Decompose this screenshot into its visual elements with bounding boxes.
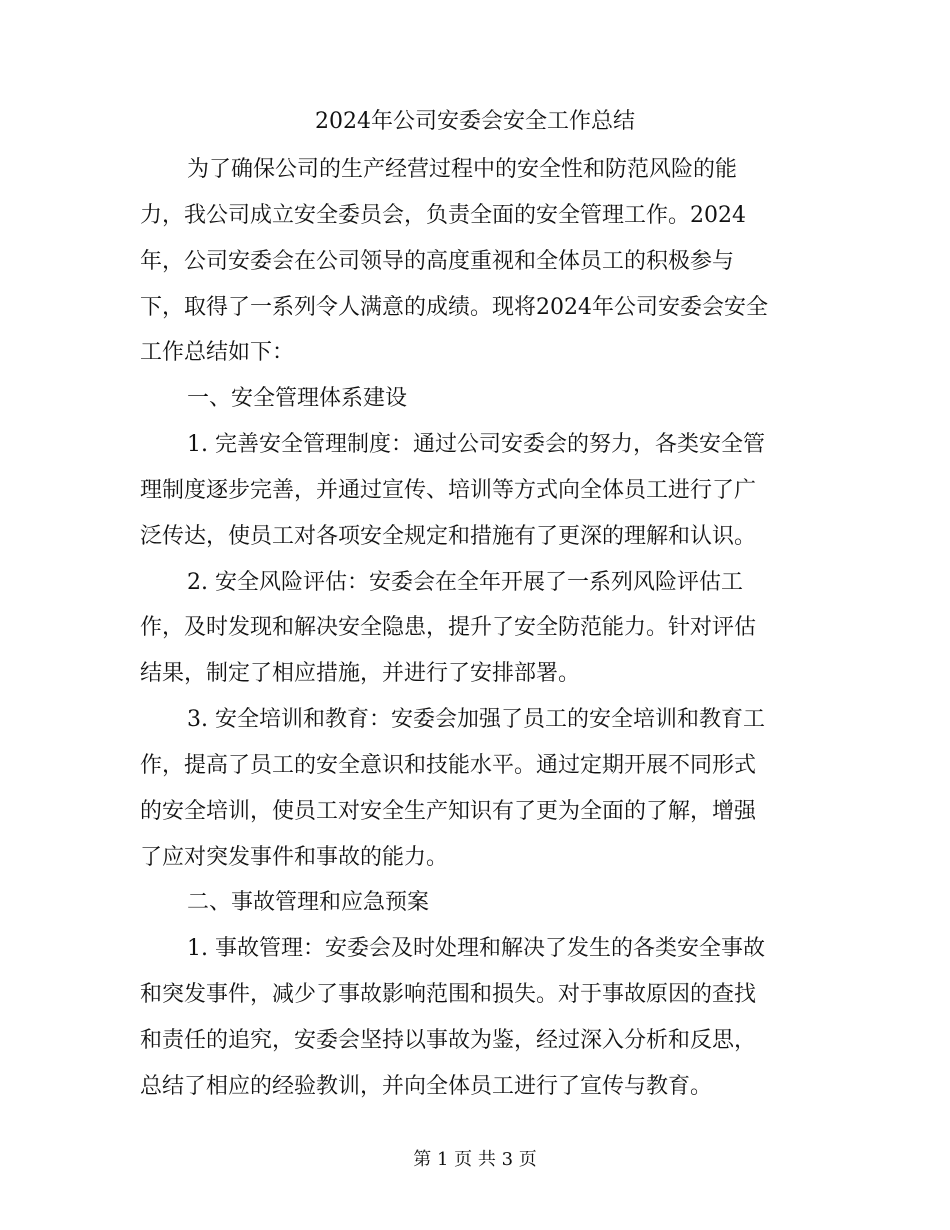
page-number-footer: 第 1 页 共 3 页 <box>413 1149 537 1170</box>
paragraph-line: 泛传达，使员工对各项安全规定和措施有了更深的理解和认识。 <box>140 524 757 549</box>
paragraph-line: 作，提高了员工的安全意识和技能水平。通过定期开展不同形式 <box>140 753 757 778</box>
paragraph-line: 2. 安全风险评估：安委会在全年开展了一系列风险评估工 <box>187 570 743 595</box>
paragraph-line: 和责任的追究，安委会坚持以事故为鉴，经过深入分析和反思， <box>140 1028 757 1053</box>
paragraph-line: 理制度逐步完善，并通过宣传、培训等方式向全体员工进行了广 <box>140 478 757 503</box>
paragraph-line: 和突发事件，减少了事故影响范围和损失。对于事故原因的查找 <box>140 982 757 1007</box>
paragraph-line: 的安全培训，使员工对安全生产知识有了更为全面的了解，增强 <box>140 799 757 824</box>
paragraph-line: 年，公司安委会在公司领导的高度重视和全体员工的积极参与 <box>140 249 735 274</box>
paragraph-line: 总结了相应的经验教训，并向全体员工进行了宣传与教育。 <box>140 1074 713 1099</box>
paragraph-line: 1. 完善安全管理制度：通过公司安委会的努力，各类安全管 <box>187 432 765 457</box>
paragraph-line: 为了确保公司的生产经营过程中的安全性和防范风险的能 <box>187 157 738 182</box>
paragraph-line: 3. 安全培训和教育：安委会加强了员工的安全培训和教育工 <box>187 707 765 732</box>
paragraph-line: 力，我公司成立安全委员会，负责全面的安全管理工作。2024 <box>140 203 746 228</box>
paragraph-line: 工作总结如下： <box>140 340 295 365</box>
section-heading: 一、安全管理体系建设 <box>187 386 408 411</box>
paragraph-line: 下，取得了一系列令人满意的成绩。现将2024年公司安委会安全 <box>140 295 768 320</box>
paragraph-line: 作，及时发现和解决安全隐患，提升了安全防范能力。针对评估 <box>140 615 757 640</box>
section-heading: 二、事故管理和应急预案 <box>187 890 430 915</box>
paragraph-line: 了应对突发事件和事故的能力。 <box>140 845 449 870</box>
paragraph-line: 1. 事故管理：安委会及时处理和解决了发生的各类安全事故 <box>187 936 765 961</box>
document-title: 2024年公司安委会安全工作总结 <box>315 109 635 134</box>
paragraph-line: 结果，制定了相应措施，并进行了安排部署。 <box>140 661 581 686</box>
